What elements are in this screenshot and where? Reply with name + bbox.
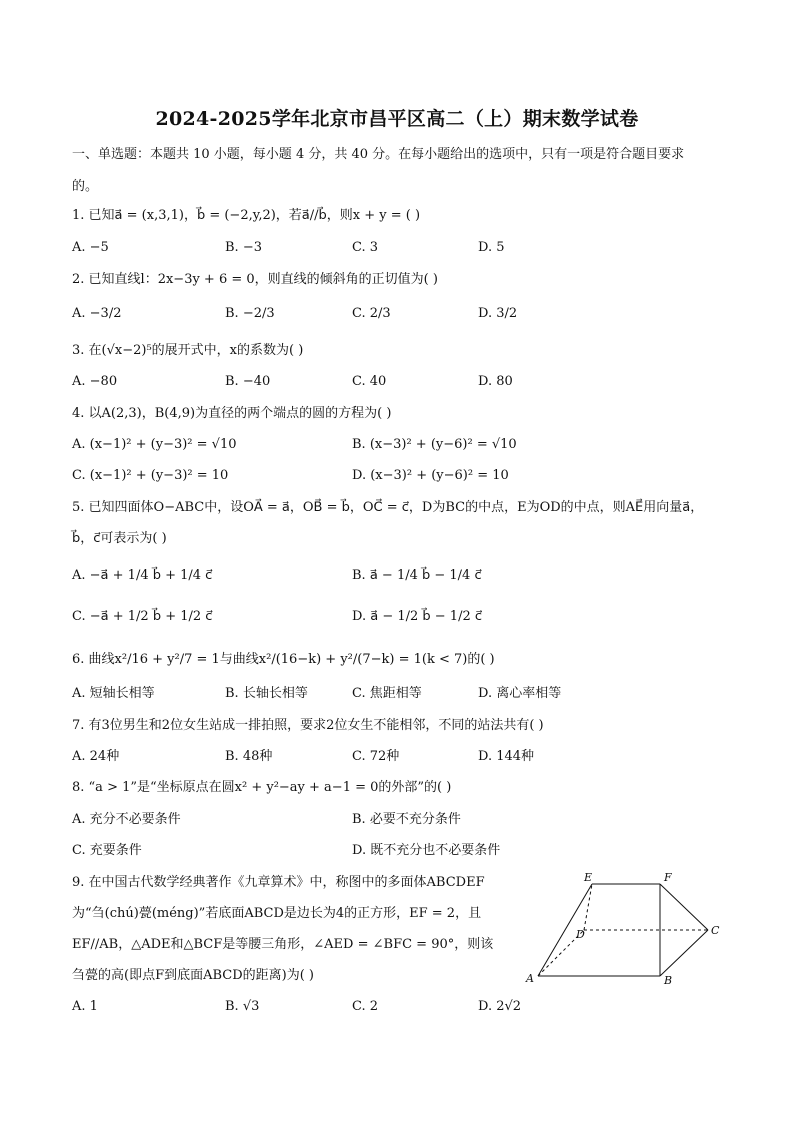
question-6-option-d: D. 离心率相等 [478,686,562,701]
question-7-option-a: A. 24种 [72,749,120,764]
question-9-option-d: D. 2√2 [478,999,522,1014]
page-title: 2024-2025学年北京市昌平区高二（上）期末数学试卷 [155,108,639,130]
section-instructions-line1: 一、单选题：本题共 10 小题，每小题 4 分，共 40 分。在每小题给出的选项中，只有一项是符合题目要求 [72,147,685,162]
question-6-option-b: B. 长轴长相等 [225,686,308,701]
question-1-option-b: B. −3 [225,240,262,255]
question-1-option-d: D. 5 [478,240,505,255]
question-9-option-b: B. √3 [225,999,260,1014]
edge-bc [660,930,708,976]
question-9-option-a: A. 1 [72,999,98,1014]
question-6-stem: 6. 曲线x²/16 + y²/7 = 1与曲线x²/(16−k) + y²/(7−k) = 1(k < 7)的( ) [72,652,495,667]
question-4-option-b: B. (x−3)² + (y−6)² = √10 [352,437,517,452]
question-8-option-a: A. 充分不必要条件 [72,812,181,827]
question-4-option-c: C. (x−1)² + (y−3)² = 10 [72,468,229,483]
question-3-option-d: D. 80 [478,374,513,389]
question-9-option-c: C. 2 [352,999,379,1014]
question-9-stem: 9. 在中国古代数学经典著作《九章算术》中，称图中的多面体ABCDEF [72,875,485,890]
question-5-option-d: D. a⃗ − 1/2 b⃗ − 1/2 c⃗ [352,609,483,624]
edge-cf [660,884,708,930]
question-2-option-d: D. 3/2 [478,306,518,321]
question-5-option-c: C. −a⃗ + 1/2 b⃗ + 1/2 c⃗ [72,609,213,624]
question-4-stem: 4. 以A(2,3)，B(4,9)为直径的两个端点的圆的方程为( ) [72,406,392,421]
question-6-option-a: A. 短轴长相等 [72,686,155,701]
question-1-option-c: C. 3 [352,240,379,255]
question-1-stem: 1. 已知a⃗ = (x,3,1)，b⃗ = (−2,y,2)，若a⃗//b⃗，则x + y = ( ) [72,208,421,223]
question-1-option-a: A. −5 [72,240,109,255]
question-6-option-c: C. 焦距相等 [352,686,422,701]
question-2-option-b: B. −2/3 [225,306,275,321]
label-b: B [664,974,673,987]
question-3-stem: 3. 在(√x−2)⁵的展开式中，x的系数为( ) [72,343,304,358]
question-2-option-c: C. 2/3 [352,306,391,321]
label-f: F [664,871,672,884]
question-8-option-c: C. 充要条件 [72,843,142,858]
question-5-stem-line2: b⃗，c⃗可表示为( ) [72,531,167,546]
question-5-stem: 5. 已知四面体O−ABC中，设OA⃗ = a⃗，OB⃗ = b⃗，OC⃗ = c⃗，D为BC的中点，E为OD的中点，则AE⃗用向量a⃗， [72,500,704,515]
question-9-stem-line2: 为“刍(chú)甍(méng)”若底面ABCD是边长为4的正方形，EF = 2，且 [72,906,482,921]
question-9-stem-line3: EF//AB，△ADE和△BCF是等腰三角形，∠AED = ∠BFC = 90°，则该 [72,937,494,952]
question-9-stem-line4: 刍甍的高(即点F到底面ABCD的距离)为( ) [72,968,314,983]
section-instructions-line2: 的。 [72,179,99,194]
question-5-option-a: A. −a⃗ + 1/4 b⃗ + 1/4 c⃗ [72,568,213,583]
question-7-option-c: C. 72种 [352,749,400,764]
question-4-option-d: D. (x−3)² + (y−6)² = 10 [352,468,509,483]
question-4-option-a: A. (x−1)² + (y−3)² = √10 [72,437,237,452]
question-8-option-b: B. 必要不充分条件 [352,812,461,827]
question-7-stem: 7. 有3位男生和2位女生站成一排拍照，要求2位女生不能相邻，不同的站法共有( ) [72,718,544,733]
question-5-option-b: B. a⃗ − 1/4 b⃗ − 1/4 c⃗ [352,568,482,583]
question-7-option-d: D. 144种 [478,749,535,764]
label-c: C [711,924,720,937]
question-8-option-d: D. 既不充分也不必要条件 [352,843,501,858]
label-d: D [576,928,585,941]
question-8-stem: 8. “a > 1”是“坐标原点在圆x² + y²−ay + a−1 = 0的外部”的( ) [72,780,452,795]
question-3-option-c: C. 40 [352,374,387,389]
question-3-option-a: A. −80 [72,374,118,389]
question-7-option-b: B. 48种 [225,749,273,764]
polyhedron-figure [520,868,730,988]
question-3-option-b: B. −40 [225,374,271,389]
question-2-stem: 2. 已知直线l：2x−3y + 6 = 0，则直线的倾斜角的正切值为( ) [72,272,438,287]
label-a: A [526,972,534,985]
label-e: E [584,871,593,884]
question-2-option-a: A. −3/2 [72,306,122,321]
